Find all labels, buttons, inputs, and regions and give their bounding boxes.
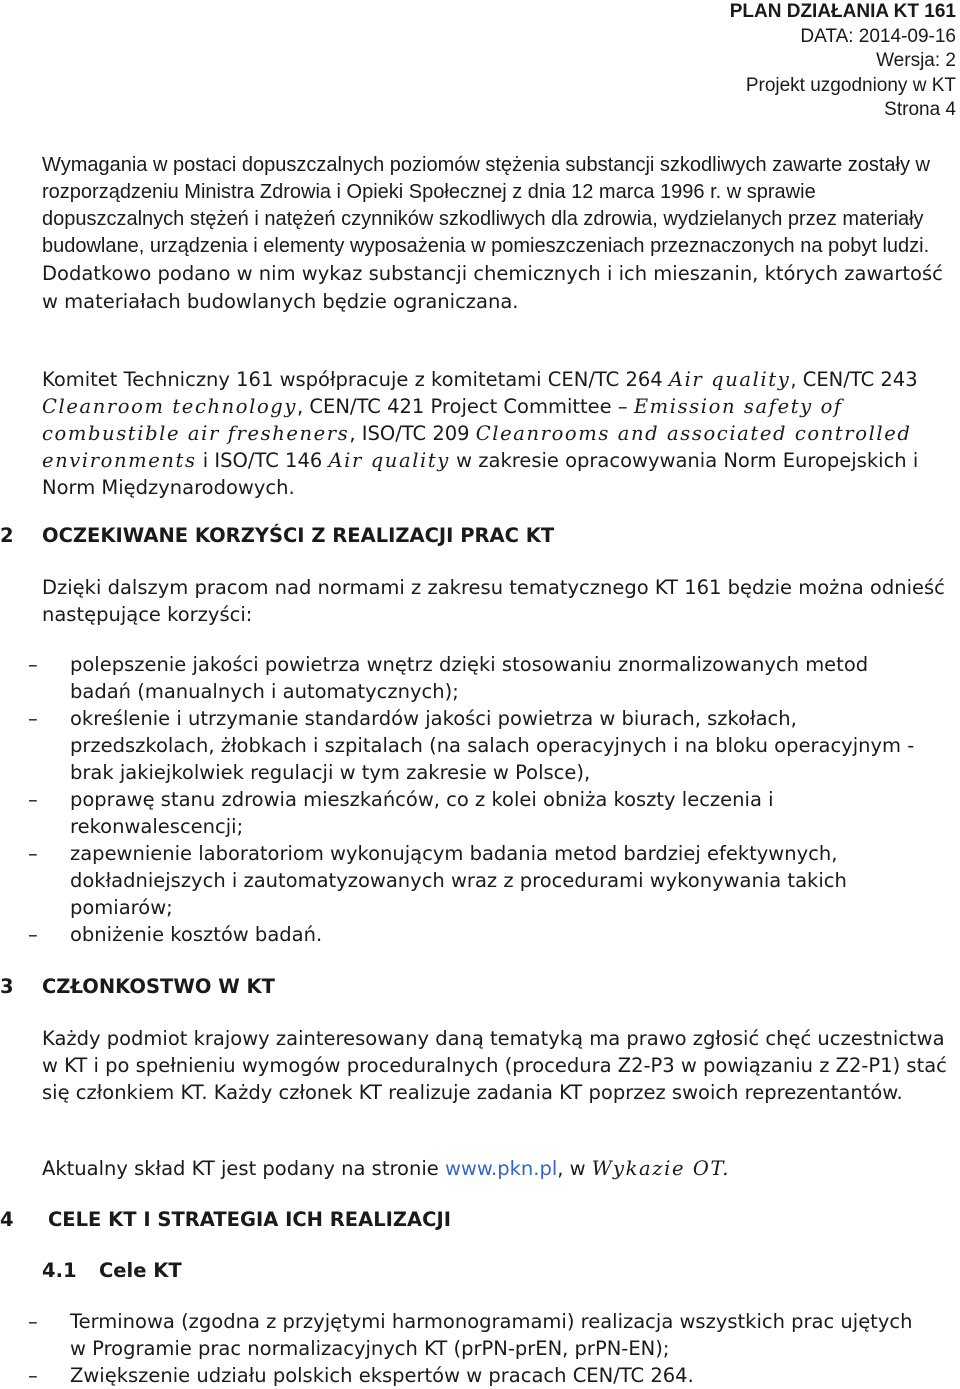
intro-text-b: Dodatkowo podano w nim wykaz substancji chemicznych i ich mieszanin, których zawartość w materiałach budowlanych będzie ograniczana. (42, 262, 943, 313)
coop-italic-1: Air quality (668, 368, 791, 391)
section-4-1-title: Cele KT (99, 1259, 182, 1282)
list-item-text: polepszenie jakości powietrza wnętrz dzięki stosowaniu znormalizowanych metod badań (manualnych i automatycznych); (70, 653, 869, 703)
composition-mid: , w (557, 1157, 592, 1180)
intro-paragraph (42, 152, 960, 316)
dash-bullet: – (28, 842, 38, 865)
list-item-text: zapewnienie laboratoriom wykonującym badania metod bardziej efektywnych, dokładniejszych i zautomatyzowanych wraz z procedurami wykonywania takich pomiarów; (70, 842, 847, 919)
list-item (0, 921, 930, 948)
coop-text-6: w zakresie opracowywania Norm Europejskich i Norm Międzynarodowych. (42, 449, 919, 499)
cooperation-paragraph (42, 366, 960, 501)
benefits-list (0, 651, 930, 948)
section-2-number: 2 (0, 524, 14, 547)
list-item (0, 840, 930, 921)
list-item-text: określenie i utrzymanie standardów jakości powietrza w biurach, szkołach, przedszkolach, żłobkach i szpitalach (na salach operacyjnych i na bloku operacyjnym - brak jakiejkolwiek regulacji w tym zakresie w Polsce), (70, 707, 915, 784)
coop-text-2: , CEN/TC 243 (790, 368, 918, 391)
document-date: DATA: 2014-09-16 (800, 25, 956, 47)
section-3-number: 3 (0, 975, 14, 998)
dash-bullet: – (28, 707, 38, 730)
list-item (0, 786, 930, 840)
coop-text-1: Komitet Techniczny 161 współpracuje z komitetami CEN/TC 264 (42, 368, 669, 391)
document-header (730, 0, 956, 123)
list-item-text: obniżenie kosztów badań. (70, 923, 323, 946)
list-item-text: Zwiększenie udziału polskich ekspertów w pracach CEN/TC 264. (70, 1364, 694, 1387)
section-4-title: CELE KT I STRATEGIA ICH REALIZACJI (48, 1208, 451, 1231)
list-item (0, 705, 930, 786)
coop-italic-2: Cleanroom technology (42, 395, 298, 418)
section-4-1-number: 4.1 (42, 1259, 77, 1282)
coop-italic-5: Air quality (328, 449, 450, 472)
composition-italic: Wykazie OT. (591, 1157, 731, 1180)
document-status: Projekt uzgodniony w KT (745, 74, 956, 96)
coop-italic-3: Emission safety of combustible air fresheners (42, 395, 843, 445)
section-4-number: 4 (0, 1208, 14, 1231)
section-2-intro: Dzięki dalszym pracom nad normami z zakresu tematycznego KT 161 będzie można odnieść następujące korzyści: (42, 576, 945, 626)
membership-paragraph: Każdy podmiot krajowy zainteresowany daną tematyką ma prawo zgłosić chęć uczestnictwa w KT i po spełnieniu wymogów proceduralnych (procedura Z2-P3 w powiązaniu z Z2-P1) stać się członkiem KT. Każdy członek KT realizuje zadania KT poprzez swoich reprezentantów. (42, 1027, 947, 1104)
list-item (0, 1308, 930, 1362)
plan-title: PLAN DZIAŁANIA KT 161 (729, 1, 956, 22)
composition-line (42, 1155, 960, 1182)
page-number: Strona 4 (884, 99, 956, 120)
list-item-text: Terminowa (zgodna z przyjętymi harmonogramami) realizacja wszystkich prac ujętych w Programie prac normalizacyjnych KT (prPN-prEN, prPN-EN); (70, 1310, 913, 1360)
goals-list (0, 1308, 930, 1389)
document-version: Wersja: 2 (876, 50, 956, 71)
list-item (0, 1362, 930, 1389)
dash-bullet: – (28, 653, 38, 676)
dash-bullet: – (28, 1310, 38, 1333)
dash-bullet: – (28, 1364, 38, 1387)
composition-prefix: Aktualny skład KT jest podany na stronie (42, 1157, 445, 1180)
coop-text-4: , ISO/TC 209 (349, 422, 476, 445)
dash-bullet: – (28, 788, 38, 811)
list-item (0, 651, 930, 705)
coop-italic-4: Cleanrooms and associated controlled environments (42, 422, 912, 472)
pkn-link[interactable]: www.pkn.pl (444, 1157, 558, 1180)
intro-text: Wymagania w postaci dopuszczalnych poziomów stężenia substancji szkodliwych zawarte zostały w rozporządzeniu Ministra Zdrowia i Opieki Społecznej z dnia 12 marca 1996 r. w sprawie dopuszczalnych stężeń i natężeń czynników szkodliwych dla zdrowia, wydzielanych przez materiały budowlane, urządzenia i elementy wyposażenia w pomieszczeniach przeznaczonych na pobyt ludzi. (42, 154, 930, 257)
section-2-title: OCZEKIWANE KORZYŚCI Z REALIZACJI PRAC KT (42, 524, 555, 547)
list-item-text: poprawę stanu zdrowia mieszkańców, co z kolei obniża koszty leczenia i rekonwalescencji; (70, 788, 774, 838)
coop-text-5: i ISO/TC 146 (196, 449, 329, 472)
coop-text-3: , CEN/TC 421 Project Committee – (297, 395, 634, 418)
section-3-title: CZŁONKOSTWO W KT (42, 975, 275, 998)
dash-bullet: – (28, 923, 38, 946)
